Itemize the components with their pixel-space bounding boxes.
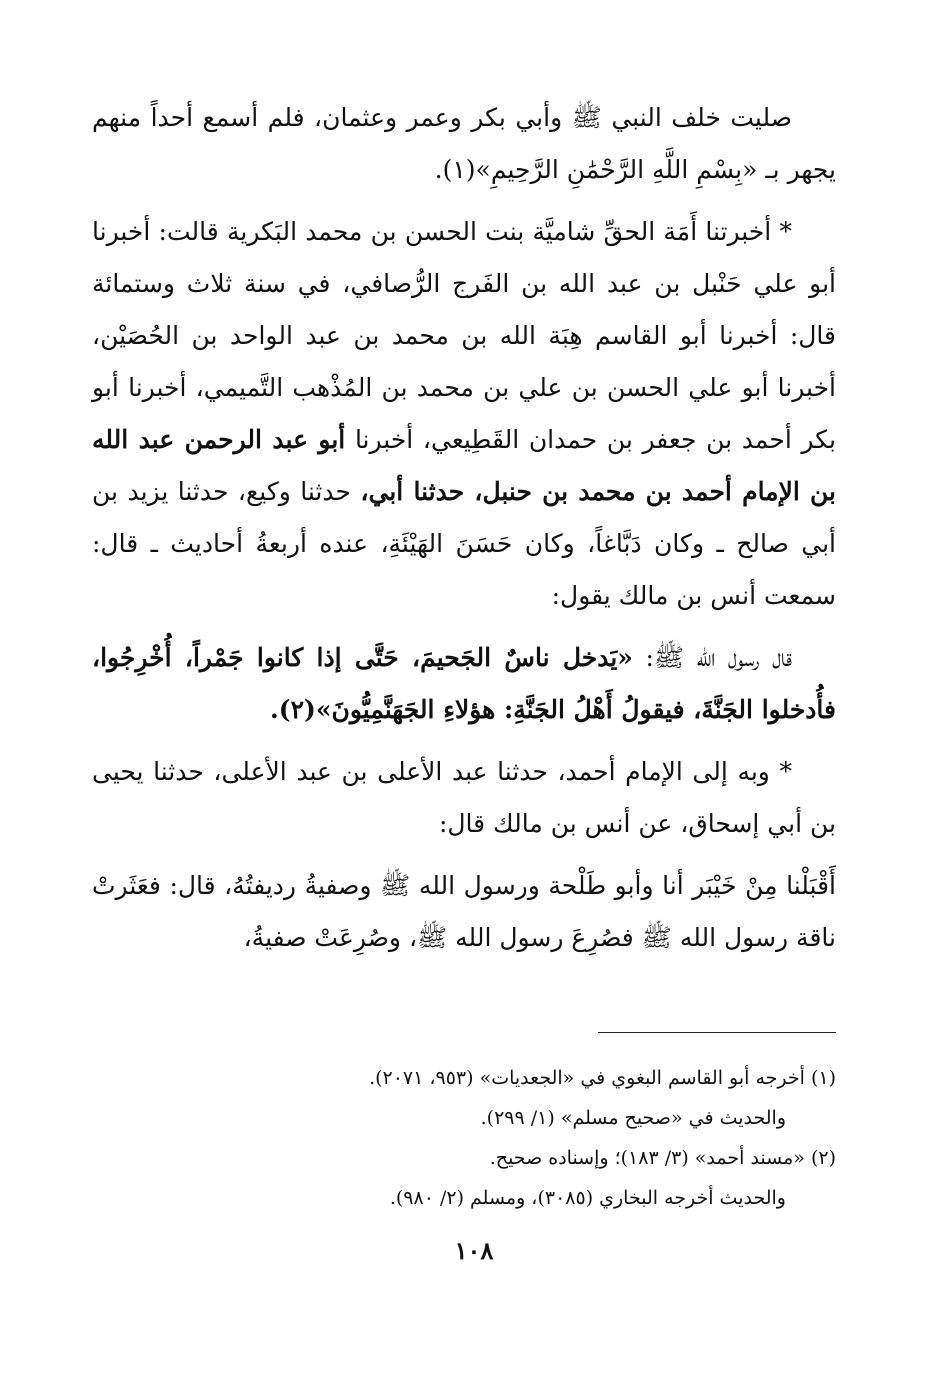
footnote-1: (١) أخرجه أبو القاسم البغوي في «الجعديات» (٩٥٣، ٢٠٧١). — [369, 1067, 836, 1089]
paragraph-1: صليت خلف النبي ﷺ وأبي بكر وعمر وعثمان، فلم أسمع أحداً منهم يجهر بـ «بِسْمِ اللَّهِ الرَّحْمَٰنِ الرَّحِيمِ»(١). — [92, 103, 836, 184]
paragraph-3-intro: قال رسول الله ﷺ: — [645, 643, 792, 672]
paragraph-5: أَقْبَلْنا مِنْ خَيْبَر أنا وأبو طَلْحة ورسول الله ﷺ وصفيةُ رديفتُهُ، قال: فعَثَرتْ ناقة رسول الله ﷺ فصُرِعَ رسول الله ﷺ، وصُرِعَتْ صفيةُ، — [92, 871, 836, 952]
paragraph-4: * وبه إلى الإمام أحمد، حدثنا عبد الأعلى بن عبد الأعلى، حدثنا يحيى بن أبي إسحاق، عن أنس بن مالك قال: — [92, 757, 836, 838]
footnote-divider — [598, 1032, 836, 1033]
hadith-text: «يَدخل ناسٌ الجَحيمَ، حَتَّى إذا كانوا جَمْراً، أُخْرِجُوا، فأُدخلوا الجَنَّةَ، فيقولُ أَهْلُ الجَنَّةِ: هؤلاءِ الجَهَنَّمِيُّونَ»(٢). — [92, 643, 836, 724]
footnote-2: (٢) «مسند أحمد» (٣/ ١٨٣)؛ وإسناده صحيح. — [489, 1147, 836, 1169]
footnote-1-continuation: والحديث في «صحيح مسلم» (١/ ٢٩٩). — [480, 1107, 786, 1129]
paragraph-2-bold: أبو عبد الرحمن عبد الله بن الإمام أحمد بن محمد بن حنبل، حدثنا أبي، — [92, 425, 836, 506]
page-number: ١٠٨ — [454, 1236, 494, 1265]
paragraph-2-end: حدثنا وكيع، حدثنا يزيد بن أبي صالح ـ وكان دَبَّاغاً، وكان حَسَنَ الهَيْئَةِ، عنده أربعةُ أحاديث ـ قال: سمعت أنس بن مالك يقول: — [92, 477, 836, 610]
paragraph-3 — [92, 632, 836, 736]
footnotes — [156, 1058, 836, 1218]
paragraph-2-text: * أخبرتنا أَمَة الحقِّ شاميَّة بنت الحسن بن محمد البَكرية قالت: أخبرنا أبو علي حَنْبل بن عبد الله بن الفَرج الرُّصافي، في سنة ثلاث وستمائة قال: أخبرنا أبو القاسم هِبَة الله بن محمد بن عبد الواحد بن الحُصَيْن، أخبرنا أبو علي الحسن بن علي بن محمد بن المُذْهب التَّميمي، أخبرنا أبو بكر أحمد بن جعفر بن حمدان القَطِيعي، أخبرنا — [92, 217, 836, 454]
main-text — [92, 92, 836, 964]
footnote-2-continuation: والحديث أخرجه البخاري (٣٠٨٥)، ومسلم (٢/ ٩٨٠). — [389, 1187, 786, 1209]
paragraph-2 — [92, 206, 836, 622]
